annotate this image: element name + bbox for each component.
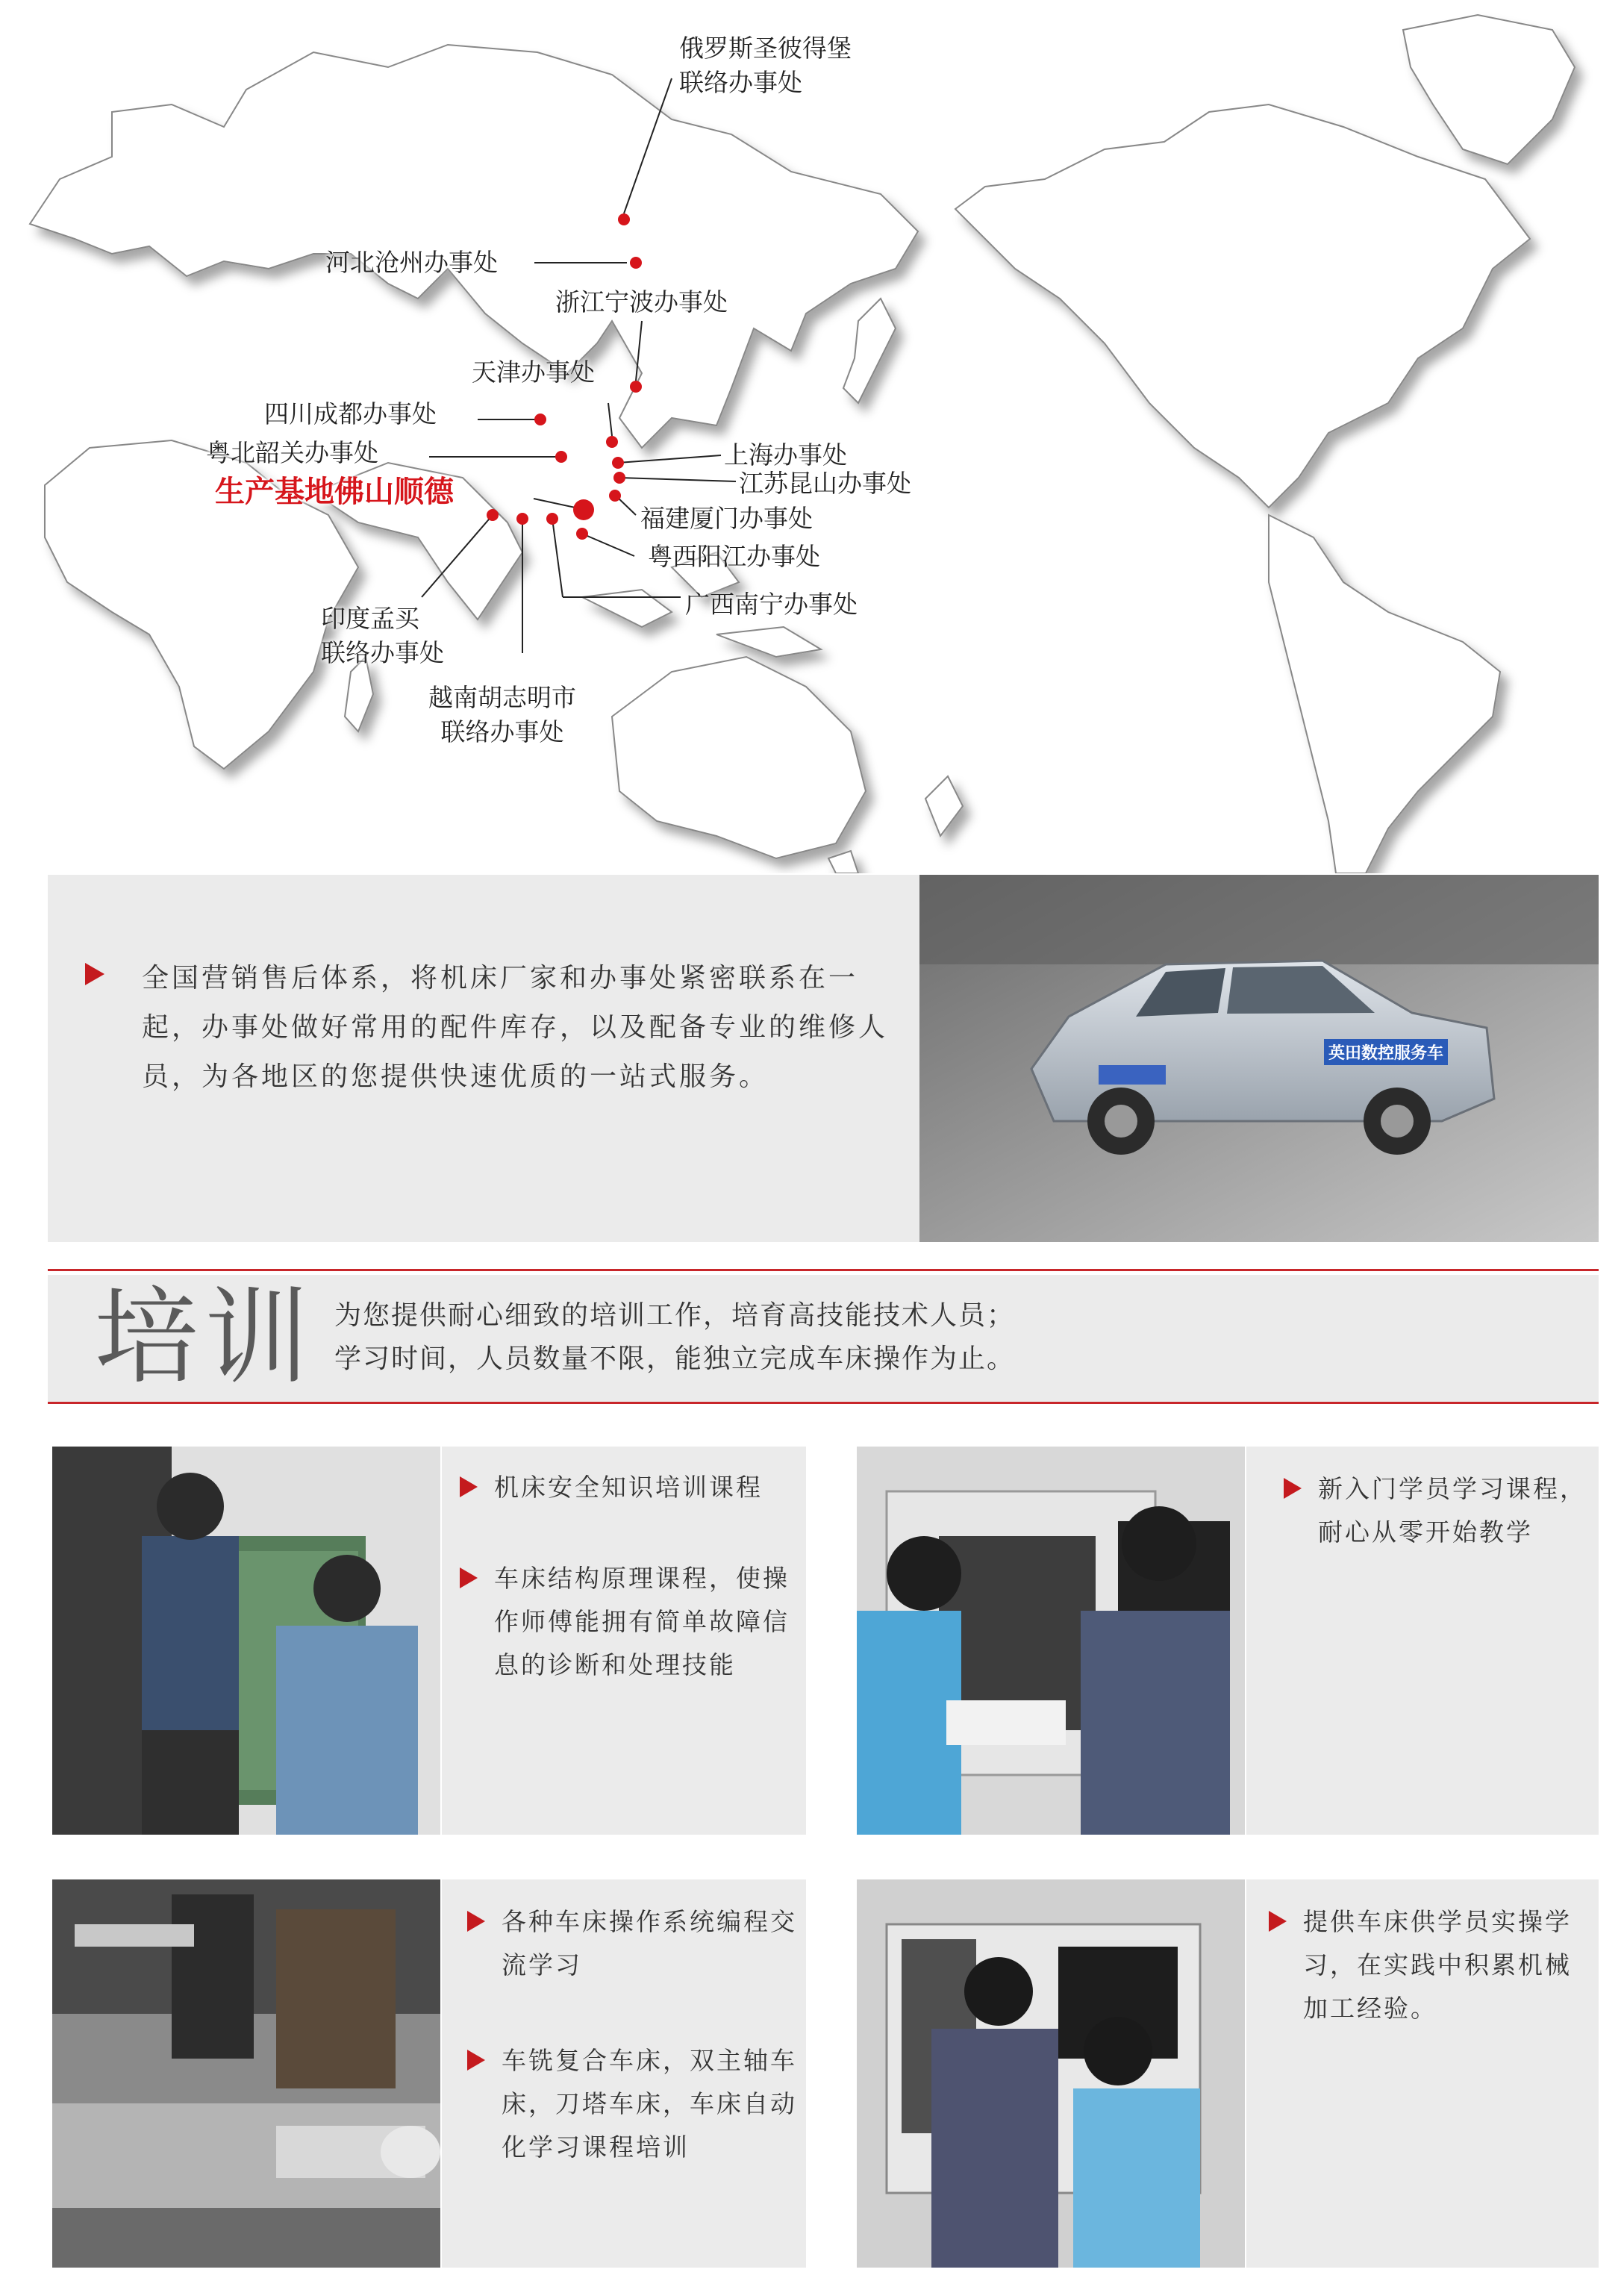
training-photo-3 xyxy=(52,1879,440,2268)
divider-top xyxy=(48,1269,1599,1271)
training-photo-2 xyxy=(857,1447,1245,1835)
bullet-triangle-icon xyxy=(460,1567,478,1588)
office-label-kunshan: 江苏昆山办事处 xyxy=(739,469,911,498)
training-title: 培训 xyxy=(94,1277,316,1399)
bullet-triangle-icon xyxy=(1269,1911,1287,1932)
office-label-chengdu: 四川成都办事处 xyxy=(264,399,437,428)
bullet-triangle-icon xyxy=(1284,1478,1302,1499)
training-item: 各种车床操作系统编程交流学习 xyxy=(502,1900,800,1987)
training-item: 提供车床供学员实操学习，在实践中积累机械加工经验。 xyxy=(1303,1900,1587,2030)
training-intro xyxy=(334,1294,1015,1381)
office-label-ningbo: 浙江宁波办事处 xyxy=(555,287,728,316)
service-description: 全国营销售后体系，将机床厂家和办事处紧密联系在一起，办事处做好常用的配件库存，以及配备专业的维修人员，为各地区的您提供快速优质的一站式服务。 xyxy=(142,963,889,1092)
bullet-triangle-icon xyxy=(467,1911,485,1932)
office-label-russia: 俄罗斯圣彼得堡 联络办事处 xyxy=(679,34,852,97)
training-intro-line2: 学习时间，人员数量不限，能独立完成车床操作为止。 xyxy=(334,1344,1016,1374)
training-item: 车床结构原理课程，使操作师傅能拥有简单故障信息的诊断和处理技能 xyxy=(494,1557,793,1687)
office-label-yangjiang: 粤西阳江办事处 xyxy=(648,542,820,571)
office-label-shaoguan: 粤北韶关办事处 xyxy=(206,438,378,467)
office-label-xiamen: 福建厦门办事处 xyxy=(640,504,813,533)
bullet-triangle-icon xyxy=(467,2050,485,2071)
training-photo-4 xyxy=(857,1879,1245,2268)
training-photo-1 xyxy=(52,1447,440,1835)
office-label-hcmc: 越南胡志明市 联络办事处 xyxy=(428,683,576,746)
office-label-nanning: 广西南宁办事处 xyxy=(685,590,858,619)
divider-bottom xyxy=(48,1402,1599,1404)
office-label-tianjin: 天津办事处 xyxy=(472,358,595,387)
training-item: 新入门学员学习课程，耐心从零开始教学 xyxy=(1318,1467,1587,1554)
bullet-triangle-icon xyxy=(460,1476,478,1497)
service-car-photo xyxy=(919,875,1599,1242)
training-intro-line1: 为您提供耐心细致的培训工作，培育高技能技术人员； xyxy=(334,1300,1016,1331)
office-label-shanghai: 上海办事处 xyxy=(724,440,847,469)
training-item: 机床安全知识培训课程 xyxy=(494,1466,793,1509)
car-side-text: 英田数控服务车 xyxy=(1324,1039,1448,1065)
training-item: 车铣复合车床，双主轴车床，刀塔车床，车床自动化学习课程培训 xyxy=(502,2039,800,2169)
office-label-mumbai: 印度孟买 联络办事处 xyxy=(321,604,444,667)
office-label-cangzhou: 河北沧州办事处 xyxy=(325,248,498,277)
bullet-triangle-icon xyxy=(85,963,104,985)
office-label-shunde-hq: 生产基地佛山顺德 xyxy=(215,475,454,509)
world-map xyxy=(0,0,1624,873)
